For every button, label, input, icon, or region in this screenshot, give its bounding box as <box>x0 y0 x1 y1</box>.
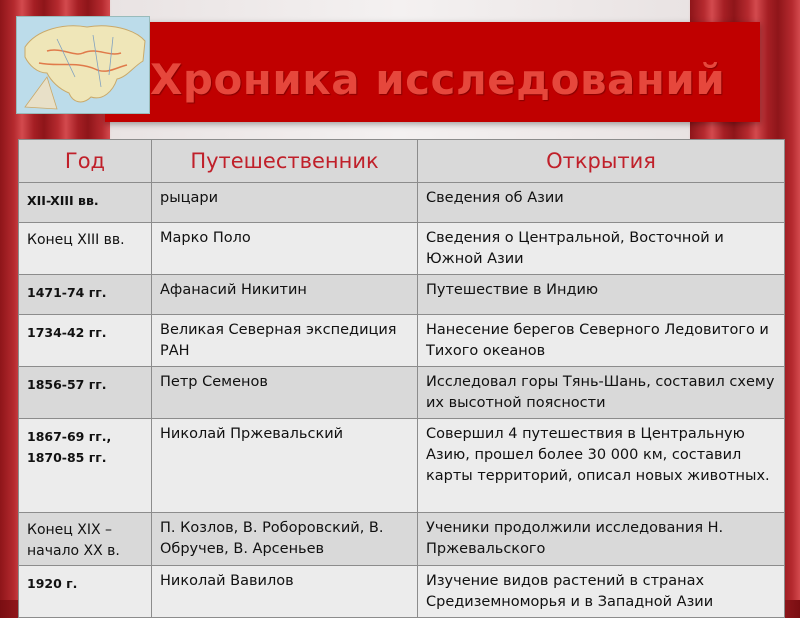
header-year: Год <box>19 140 152 183</box>
discovery-cell: Совершил 4 путешествия в Центральную Азию, прошел более 30 000 км, составил карты территорий, описал новых животных. <box>418 419 785 513</box>
year-cell: Конец XIII вв. <box>19 223 152 275</box>
traveler-cell: Николай Вавилов <box>152 566 418 618</box>
discovery-cell: Исследовал горы Тянь-Шань, составил схему их высотной поясности <box>418 367 785 419</box>
discovery-cell: Ученики продолжили исследования Н. Пржевальского <box>418 513 785 566</box>
traveler-cell: Афанасий Никитин <box>152 275 418 315</box>
year-cell: XII-XIII вв. <box>19 183 152 223</box>
traveler-cell: Великая Северная экспедиция РАН <box>152 315 418 367</box>
traveler-cell: Петр Семенов <box>152 367 418 419</box>
header-discoveries: Открытия <box>418 140 785 183</box>
discovery-cell: Путешествие в Индию <box>418 275 785 315</box>
traveler-cell: рыцари <box>152 183 418 223</box>
discovery-cell: Сведения об Азии <box>418 183 785 223</box>
table-row <box>19 223 785 275</box>
year-cell: 1867-69 гг., 1870-85 гг. <box>19 419 152 513</box>
discovery-cell: Нанесение берегов Северного Ледовитого и Тихого океанов <box>418 315 785 367</box>
table-row <box>19 275 785 315</box>
table-row <box>19 183 785 223</box>
slide-title: Хроника исследований <box>150 55 726 104</box>
traveler-cell: П. Козлов, В. Роборовский, В. Обручев, В. Арсеньев <box>152 513 418 566</box>
table-header-row <box>19 140 785 183</box>
table-row <box>19 419 785 513</box>
table-row <box>19 367 785 419</box>
discovery-cell: Сведения о Центральной, Восточной и Южной Азии <box>418 223 785 275</box>
year-cell: Конец XIX – начало XX в. <box>19 513 152 566</box>
table-row <box>19 513 785 566</box>
year-cell: 1471-74 гг. <box>19 275 152 315</box>
chronicle-table <box>18 139 785 618</box>
year-cell: 1856-57 гг. <box>19 367 152 419</box>
traveler-cell: Марко Поло <box>152 223 418 275</box>
asia-map-icon <box>16 16 150 114</box>
header-traveler: Путешественник <box>152 140 418 183</box>
table-row <box>19 315 785 367</box>
traveler-cell: Николай Пржевальский <box>152 419 418 513</box>
year-cell: 1920 г. <box>19 566 152 618</box>
year-cell: 1734-42 гг. <box>19 315 152 367</box>
discovery-cell: Изучение видов растений в странах Средиземноморья и в Западной Азии <box>418 566 785 618</box>
table-row <box>19 566 785 618</box>
